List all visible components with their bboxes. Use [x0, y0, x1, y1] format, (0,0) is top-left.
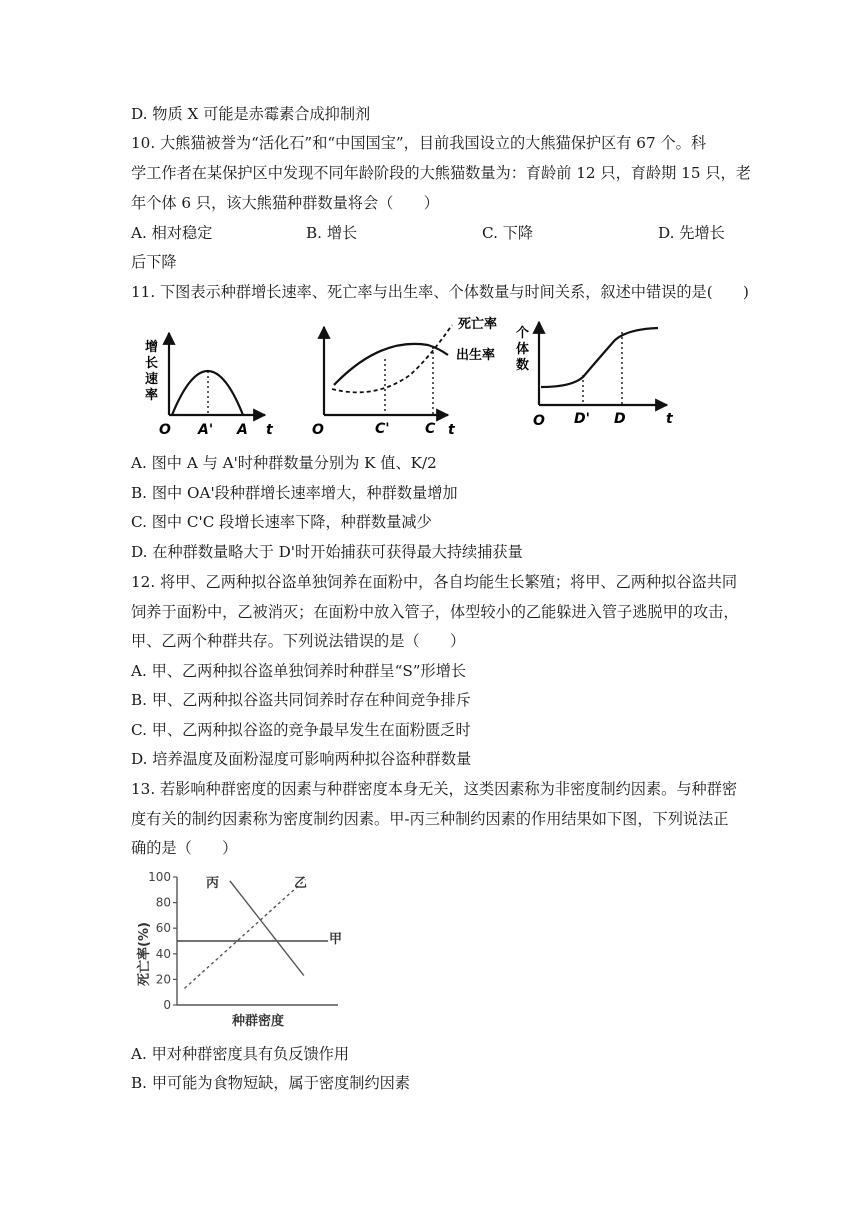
- q12-option-b: B. 甲、乙两种拟谷盗共同饲养时存在种间竞争排斥: [131, 691, 471, 709]
- q13-y-tick-label: 20: [155, 972, 171, 987]
- birth-rate-label: 出生率: [456, 348, 496, 363]
- q13-option-a: A. 甲对种群密度具有负反馈作用: [131, 1045, 350, 1063]
- fig3-ylabel-1: 个: [516, 326, 530, 341]
- q12-option-d: D. 培养温度及面粉湿度可影响两种拟谷盗种群数量: [131, 750, 472, 768]
- prev-option-d: D. 物质 X 可能是赤霉素合成抑制剂: [131, 105, 371, 123]
- population-curve: [541, 328, 658, 387]
- fig1-t: t: [266, 422, 273, 435]
- q13-y-axis-label: 死亡率(%): [137, 922, 152, 986]
- q12-stem-line-1: 12. 将甲、乙两种拟谷盗单独饲养在面粉中，各自均能生长繁殖；将甲、乙两种拟谷盗共同: [131, 573, 738, 591]
- q13-stem-line-1: 13. 若影响种群密度的因素与种群密度本身无关，这类因素称为非密度制约因素。与种群密: [131, 780, 738, 798]
- series-line-yi: [185, 880, 306, 989]
- fig1-ylabel-2: 长: [145, 356, 159, 371]
- q13-x-axis-label: 种群密度: [231, 1014, 285, 1029]
- fig1-origin: O: [159, 422, 171, 435]
- q11-option-c: C. 图中 C'C 段增长速率下降，种群数量减少: [131, 513, 432, 531]
- series-line-bing: [230, 881, 304, 976]
- q13-y-tick-label: 40: [155, 946, 171, 961]
- q10-stem-line-1: 10. 大熊猫被誉为“活化石”和“中国国宝”，目前我国设立的大熊猫保护区有 67 个。科: [131, 134, 707, 152]
- q10-option-d: D. 先增长: [658, 224, 725, 242]
- q13-y-tick-label: 60: [155, 921, 171, 936]
- q11-figures: [0, 305, 860, 435]
- fig1-x2: A: [237, 422, 248, 435]
- fig2-origin: O: [312, 422, 324, 435]
- fig3-origin: O: [533, 413, 545, 429]
- fig3-ylabel-3: 数: [516, 358, 530, 373]
- fig1-x1: A': [198, 422, 214, 435]
- series-label-jia: 甲: [329, 932, 343, 947]
- q13-mortality-chart: [130, 862, 390, 1037]
- q13-stem-line-3: 确的是（ ）: [131, 839, 238, 857]
- series-label-bing: 丙: [206, 876, 220, 891]
- fig2-x1: C': [375, 421, 390, 435]
- death-rate-label: 死亡率: [458, 317, 498, 332]
- q11-stem: 11. 下图表示种群增长速率、死亡率与出生率、个体数量与时间关系，叙述中错误的是( ): [131, 283, 749, 301]
- q11-option-a: A. 图中 A 与 A'时种群数量分别为 K 值、K/2: [131, 454, 437, 472]
- q10-option-b: B. 增长: [306, 224, 358, 242]
- fig2-x2: C: [425, 421, 436, 435]
- q12-option-c: C. 甲、乙两种拟谷盗的竞争最早发生在面粉匮乏时: [131, 721, 471, 739]
- q10-option-c: C. 下降: [482, 224, 534, 242]
- q13-y-tick-label: 80: [155, 895, 171, 910]
- fig1-ylabel-4: 率: [145, 388, 159, 403]
- figure-growth-rate: [145, 333, 274, 435]
- q11-option-b: B. 图中 OA'段种群增长速率增大，种群数量增加: [131, 484, 458, 502]
- q13-y-tick-label: 0: [163, 998, 171, 1012]
- q10-stem-line-2: 学工作者在某保护区中发现不同年龄阶段的大熊猫数量为：育龄前 12 只，育龄期 15 只，老: [131, 164, 751, 182]
- death-rate-curve: [332, 325, 452, 392]
- fig3-x1: D': [574, 411, 590, 427]
- q12-stem-line-3: 甲、乙两个种群共存。下列说法错误的是（ ）: [131, 632, 466, 650]
- fig3-t: t: [666, 411, 673, 427]
- q10-option-a: A. 相对稳定: [131, 224, 213, 242]
- q12-option-a: A. 甲、乙两种拟谷盗单独饲养时种群呈“S”形增长: [131, 662, 467, 680]
- fig2-t: t: [448, 422, 455, 435]
- fig3-x2: D: [614, 411, 626, 427]
- q13-stem-line-2: 度有关的制约因素称为密度制约因素。甲-丙三种制约因素的作用结果如下图，下列说法正: [131, 810, 729, 828]
- series-label-yi: 乙: [294, 876, 308, 891]
- q11-option-d: D. 在种群数量略大于 D'时开始捕获可获得最大持续捕获量: [131, 543, 523, 561]
- fig1-ylabel-1: 增: [145, 340, 159, 355]
- q12-stem-line-2: 饲养于面粉中，乙被消灭；在面粉中放入管子，体型较小的乙能躲进入管子逃脱甲的攻击，: [131, 603, 739, 621]
- fig3-ylabel-2: 体: [516, 342, 530, 357]
- birth-rate-curve: [334, 344, 448, 385]
- q13-y-tick-label: 100: [148, 870, 171, 884]
- q13-option-b: B. 甲可能为食物短缺，属于密度制约因素: [131, 1074, 411, 1092]
- q10-option-d-wrap: 后下降: [131, 253, 177, 271]
- q10-stem-line-3: 年个体 6 只，该大熊猫种群数量将会（ ）: [131, 194, 439, 212]
- figure-population-size: [516, 322, 674, 429]
- figure-birth-death-rate: [312, 316, 497, 435]
- fig1-ylabel-3: 速: [145, 372, 159, 387]
